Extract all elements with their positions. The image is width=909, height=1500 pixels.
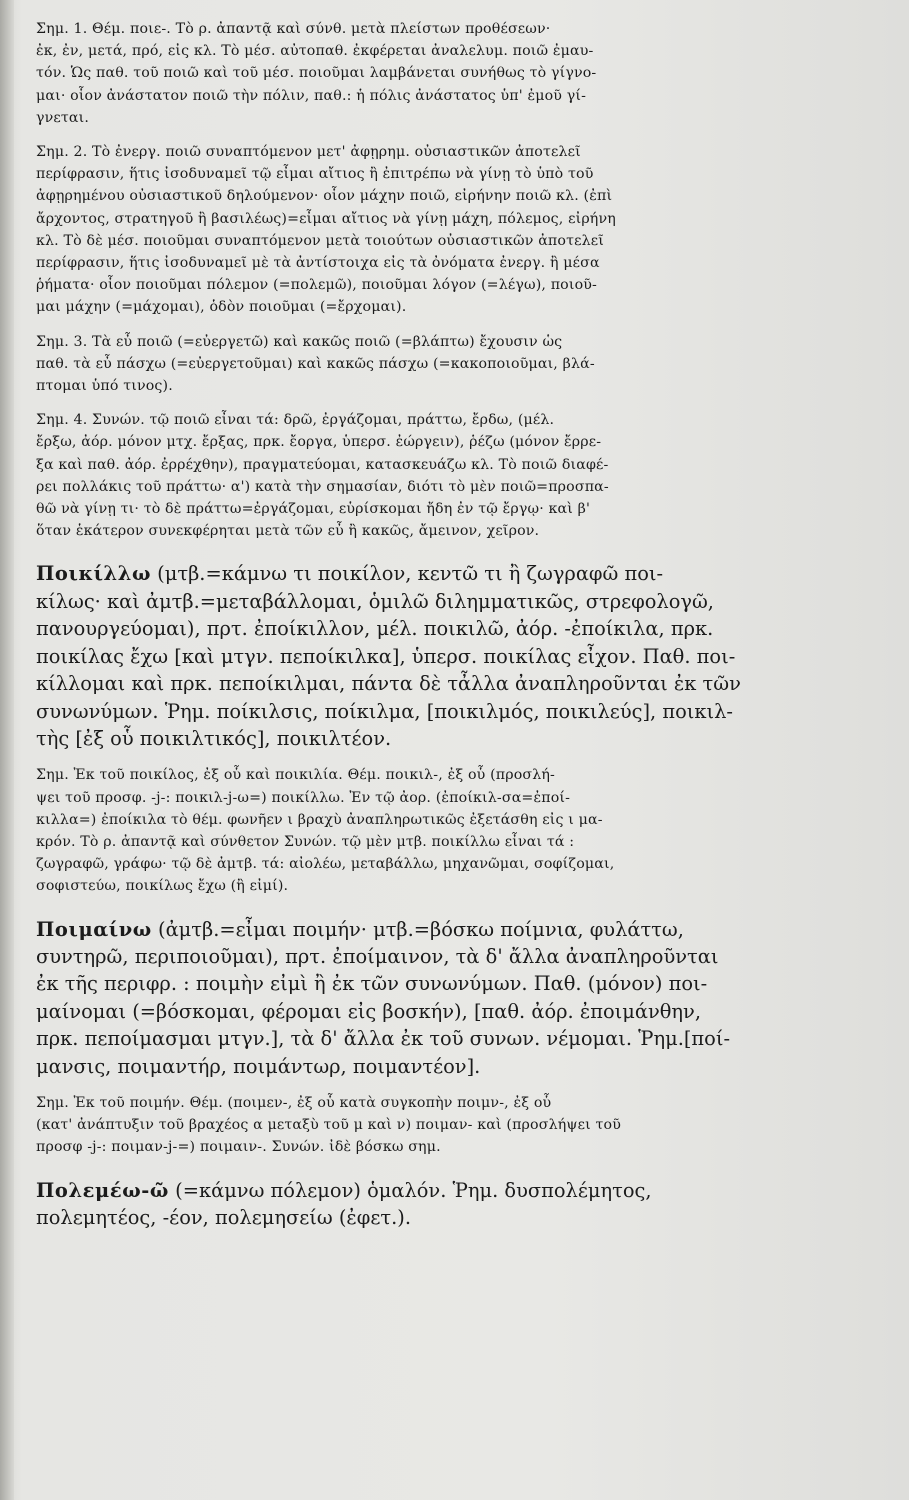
entry-line: συντηρῶ, περιποιοῦμαι), πρτ. ἐποίμαινον, τὰ δ' ἄλλα ἀναπληροῦνται [36,944,719,968]
note-line: Σημ. 3. Τὰ εὖ ποιῶ (=εὐεργετῶ) καὶ κακῶς ποιῶ (=βλάπτω) ἔχουσιν ὡς [36,333,563,350]
entry-line: κίλλομαι καὶ πρκ. πεποίκιλμαι, πάντα δὲ τἆλλα ἀναπληροῦνται ἐκ τῶν [36,672,741,696]
entry-headword: Ποικίλλω [36,562,152,586]
note-line: Σημ. 4. Συνών. τῷ ποιῶ εἶναι τά: δρῶ, ἐργάζομαι, πράττω, ἔρδω, (μέλ. [36,412,555,429]
note-line: κλ. Τὸ δὲ μέσ. ποιοῦμαι συναπτόμενον μετὰ τοιούτων οὐσιαστικῶν ἀποτελεῖ [36,232,604,249]
note-line: ξα καὶ παθ. ἀόρ. ἐρρέχθην), πραγματεύομαι, κατασκευάζω κλ. Τὸ ποιῶ διαφέ- [36,456,609,473]
entry-line: μανσις, ποιμαντήρ, ποιμάντωρ, ποιμαντέον]. [36,1054,481,1078]
entry-line: ποικίλας ἔχω [καὶ μτγν. πεποίκιλκα], ὑπερσ. ποικίλας εἶχον. Παθ. ποι- [36,644,736,668]
entry-poimaino [36,916,865,1080]
notes-poimaino [36,1092,865,1159]
note-line: περίφρασιν, ἥτις ἰσοδυναμεῖ μὲ τὰ ἀντίστοιχα εἰς τὰ ὀνόματα ἐνεργ. ἢ μέσα [36,255,600,272]
note-line: ζωγραφῶ, γράφω· τῷ δὲ ἀμτβ. τά: αἰολέω, μεταβάλλω, μηχανῶμαι, σοφίζομαι, [36,856,615,873]
note-line: μαι· οἷον ἀνάστατον ποιῶ τὴν πόλιν, παθ.: ἡ πόλις ἀνάστατος ὑπ' ἐμοῦ γί- [36,87,587,104]
entry-polemeo [36,1177,865,1232]
note-line: ῥήματα· οἷον ποιοῦμαι πόλεμον (=πολεμῶ), ποιοῦμαι λόγον (=λέγω), ποιοῦ- [36,277,597,294]
note-line: γνεται. [36,109,90,126]
entry-line: πρκ. πεποίμασμαι μτγν.], τὰ δ' ἄλλα ἐκ τοῦ συνων. νέμομαι. Ῥημ.[ποί- [36,1027,731,1051]
note-line: (κατ' ἀνάπτυξιν τοῦ βραχέος α μεταξὺ τοῦ μ καὶ ν) ποιμαν- καὶ (προσλήψει τοῦ [36,1117,621,1134]
entry-line: συνωνύμων. Ῥημ. ποίκιλσις, ποίκιλμα, [ποικιλμός, ποικιλεύς], ποικιλ- [36,699,733,723]
notes-poikillo [36,764,865,897]
entry-line: Ποικίλλω (μτβ.=κάμνω τι ποικίλον, κεντῶ τι ἢ ζωγραφῶ ποι- [36,562,664,586]
entry-line: ἐκ τῆς περιφρ. : ποιμὴν εἰμὶ ἢ ἐκ τῶν συνωνύμων. Παθ. (μόνον) ποι- [36,972,708,996]
entry-line: τὴς [ἐξ οὗ ποικιλτικός], ποικιλτέον. [36,726,392,750]
note-line: σοφιστεύω, ποικίλως ἔχω (ἢ εἰμί). [36,878,289,895]
note-line: Σημ. 1. Θέμ. ποιε-. Τὸ ρ. ἀπαντᾷ καὶ σύνθ. μετὰ πλείστων προθέσεων· [36,21,551,37]
note-line: μαι μάχην (=μάχομαι), ὁδὸν ποιοῦμαι (=ἔρχομαι). [36,299,407,316]
note-line: ὅταν ἑκάτερον συνεκφέρηται μετὰ τῶν εὖ ἢ κακῶς, ἄμεινον, χεῖρον. [36,523,540,540]
note-line: ἐκ, ἐν, μετά, πρό, εἰς κλ. Τὸ μέσ. αὐτοπαθ. ἐκφέρεται ἀναλελυμ. ποιῶ ἐμαυ- [36,43,594,60]
note-line: προσφ -j-: ποιμαν-j-=) ποιμαιν-. Συνών. ἰδὲ βόσκω σημ. [36,1139,441,1156]
note-line: θῶ νὰ γίνῃ τι· τὸ δὲ πράττω=ἐργάζομαι, εὑρίσκομαι ἤδη ἐν τῷ ἔργῳ· καὶ β' [36,501,591,518]
note-line: ψει τοῦ προσφ. -j-: ποικιλ-j-ω=) ποικίλλω. Ἐν τῷ ἀορ. (ἐποίκιλ-σα=ἐποί- [36,789,571,806]
entry-headword: Ποιμαίνω [36,917,152,941]
note-line: κιλλα=) ἐποίκιλα τὸ θέμ. φωνῆεν ι βραχὺ ἀναπληρωτικῶς ἐξετάσθη εἰς ι μα- [36,811,603,828]
note-line: ἄρχοντος, στρατηγοῦ ἢ βασιλέως)=εἶμαι αἴτιος νὰ γίνῃ μάχη, πόλεμος, εἰρήνη [36,210,616,227]
entry-line: πανουργεύομαι), πρτ. ἐποίκιλλον, μέλ. ποικιλῶ, ἀόρ. -ἐποίκιλα, πρκ. [36,617,714,641]
note-line: κρόν. Τὸ ρ. ἀπαντᾷ καὶ σύνθετον Συνών. τῷ μὲν μτβ. ποικίλλω εἶναι τά : [36,833,575,850]
entry-headword: Πολεμέω-ῶ [36,1178,169,1202]
note-line: Σημ. 2. Τὸ ἐνεργ. ποιῶ συναπτόμενον μετ' ἀφῃρημ. οὐσιαστικῶν ἀποτελεῖ [36,144,581,161]
note-line: περίφρασιν, ἥτις ἰσοδυναμεῖ τῷ εἶμαι αἴτιος ἢ ἐπιτρέπω νὰ γίνῃ τὸ ὑπὸ τοῦ [36,166,594,183]
note-line: ἔρξω, ἀόρ. μόνον μτχ. ἔρξας, πρκ. ἔοργα, ὑπερσ. ἐώργειν), ῥέζω (μόνον ἔρρε- [36,434,602,451]
entry-line: μαίνομαι (=βόσκομαι, φέρομαι εἰς βοσκήν), [παθ. ἀόρ. ἐποιμάνθην, [36,999,702,1023]
entry-line: Ποιμαίνω (ἀμτβ.=εἶμαι ποιμήν· μτβ.=βόσκω ποίμνια, φυλάττω, [36,917,684,941]
entry-line: κίλως· καὶ ἀμτβ.=μεταβάλλομαι, ὁμιλῶ διλημματικῶς, στρεφολογῶ, [36,589,714,613]
entry-line: πολεμητέος, -έον, πολεμησείω (ἐφετ.). [36,1205,412,1229]
note-line: παθ. τὰ εὖ πάσχω (=εὐεργετοῦμαι) καὶ κακῶς πάσχω (=κακοποιοῦμαι, βλά- [36,355,595,372]
note-line: τόν. Ὡς παθ. τοῦ ποιῶ καὶ τοῦ μέσ. ποιοῦμαι λαμβάνεται συνήθως τὸ γίγνο- [36,65,597,82]
entry-poikillo [36,560,865,752]
note-line: ἀφῃρημένου οὐσιαστικοῦ δηλούμενον· οἷον μάχην ποιῶ, εἰρήνην ποιῶ κλ. (ἐπὶ [36,188,613,205]
note-line: ρει πολλάκις τοῦ πράττω· α') κατὰ τὴν σημασίαν, διότι τὸ μὲν ποιῶ=προσπα- [36,478,609,495]
note-line: Σημ. Ἐκ τοῦ ποικίλος, ἐξ οὗ καὶ ποικιλία. Θέμ. ποικιλ-, ἐξ οὗ (προσλή- [36,767,555,784]
entry-line: Πολεμέω-ῶ (=κάμνω πόλεμον) ὁμαλόν. Ῥημ. δυσπολέμητος, [36,1178,652,1202]
note-line: Σημ. Ἐκ τοῦ ποιμήν. Θέμ. (ποιμεν-, ἐξ οὗ κατὰ συγκοπὴν ποιμν-, ἐξ οὗ [36,1094,552,1111]
note-line: πτομαι ὑπό τινος). [36,378,173,395]
notes-poieo [36,18,865,542]
